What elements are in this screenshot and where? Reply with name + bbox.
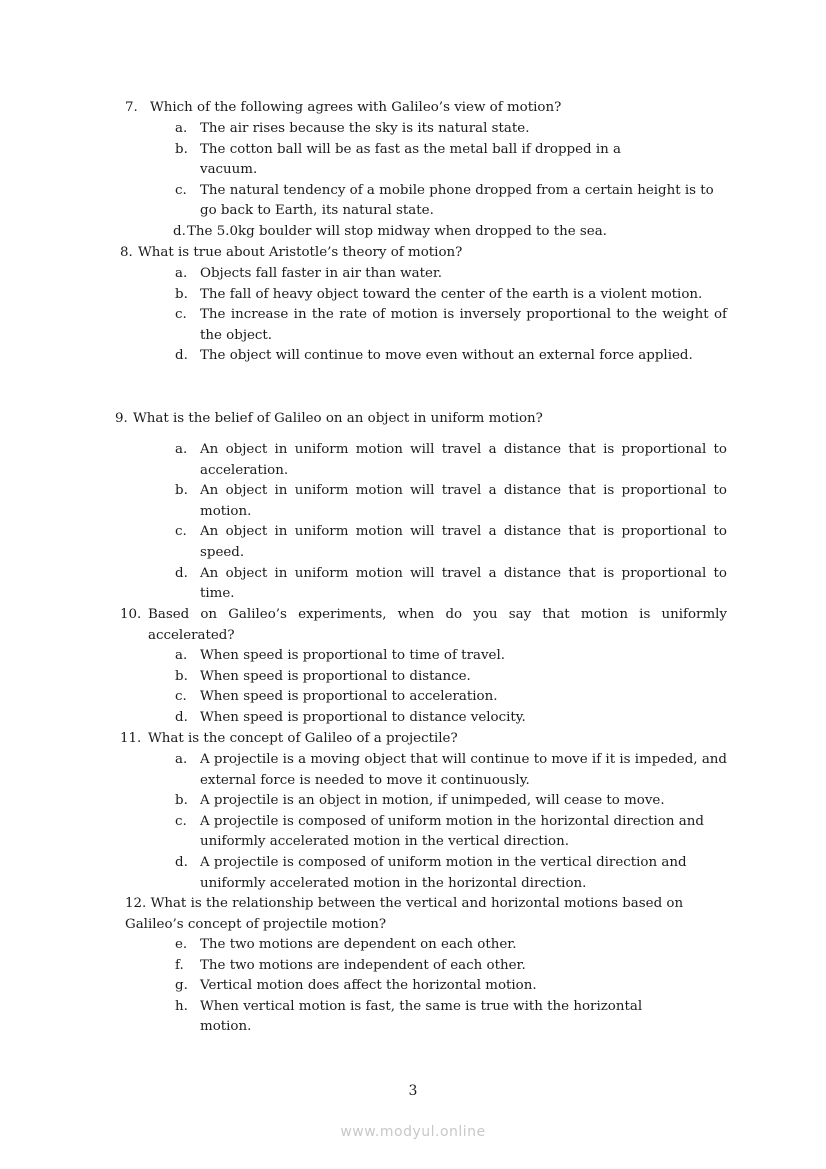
option-text: An object in uniform motion will travel a distance that is proportional to motion. — [200, 483, 727, 519]
option-text: When speed is proportional to time of travel. — [200, 648, 505, 663]
option-a — [175, 646, 727, 667]
option-letter: d. — [175, 854, 188, 870]
question-number: 11. — [120, 731, 142, 746]
option-letter: c. — [175, 689, 187, 705]
option-a — [175, 750, 727, 791]
option-a — [175, 119, 727, 140]
option-e — [175, 935, 727, 956]
question-10 — [120, 605, 727, 646]
option-text: A projectile is a moving object that will continue to move if it is impeded, and external force is needed to move it continuously. — [200, 752, 727, 788]
option-a — [175, 264, 727, 285]
question-8-options — [175, 264, 727, 367]
page-number: 3 — [408, 1083, 418, 1099]
option-b — [175, 667, 727, 688]
option-d — [175, 708, 727, 729]
option-letter: a. — [175, 442, 188, 457]
option-b — [175, 481, 727, 522]
option-b — [175, 791, 727, 812]
option-letter: c. — [175, 182, 187, 198]
option-text: A projectile is composed of uniform motion in the vertical direction and uniformly accelerated motion in the horizontal direction. — [200, 854, 687, 891]
option-g — [175, 976, 727, 997]
question-12-options — [175, 935, 727, 1038]
option-letter: a. — [175, 121, 188, 136]
question-7-options — [175, 119, 727, 243]
option-letter: d. — [175, 565, 188, 581]
option-letter: a. — [175, 752, 188, 767]
question-11-options — [175, 750, 727, 894]
option-letter: a. — [175, 266, 188, 281]
question-number: 7. — [125, 100, 138, 115]
option-text: A projectile is composed of uniform motion in the horizontal direction and uniformly accelerated motion in the vertical direction. — [200, 813, 704, 850]
watermark: www.modyul.online — [340, 1124, 486, 1140]
question-11 — [120, 729, 727, 750]
option-letter: b. — [175, 793, 188, 809]
option-f — [175, 956, 727, 977]
option-h — [175, 997, 727, 1038]
option-text: The air rises because the sky is its natural state. — [200, 121, 530, 136]
option-letter: a. — [175, 648, 188, 663]
option-text: Vertical motion does affect the horizontal motion. — [200, 978, 537, 994]
question-text: Which of the following agrees with Galileo’s view of motion? — [150, 100, 562, 115]
option-text: The cotton ball will be as fast as the metal ball if dropped in a vacuum. — [200, 141, 622, 178]
option-d — [173, 222, 727, 243]
question-number: 9. — [115, 411, 128, 426]
question-number: 8. — [120, 245, 133, 260]
question-text: What is the relationship between the vertical and horizontal motions based on Galileo’s concept of projectile motion? — [125, 896, 684, 932]
question-9 — [115, 409, 727, 430]
option-letter: e. — [175, 937, 188, 952]
option-letter: b. — [175, 668, 188, 684]
option-letter: g. — [175, 978, 188, 994]
option-letter: h. — [175, 998, 188, 1014]
option-text: When speed is proportional to distance velocity. — [200, 709, 526, 725]
question-text: What is the concept of Galileo of a projectile? — [148, 731, 458, 746]
option-text: The two motions are dependent on each other. — [200, 937, 517, 952]
option-text: The object will continue to move even without an external force applied. — [200, 348, 693, 364]
option-text: When speed is proportional to acceleration. — [200, 689, 498, 705]
option-c — [175, 305, 727, 346]
option-text: The two motions are independent of each other. — [200, 957, 526, 973]
question-number: 10. — [120, 607, 142, 622]
option-text: An object in uniform motion will travel a distance that is proportional to acceleration. — [200, 442, 727, 478]
option-text: An object in uniform motion will travel a distance that is proportional to time. — [200, 565, 727, 602]
option-text: Objects fall faster in air than water. — [200, 266, 443, 281]
option-text: An object in uniform motion will travel a distance that is proportional to speed. — [200, 524, 727, 560]
option-c — [175, 687, 727, 708]
option-letter: d. — [175, 709, 188, 725]
option-letter: b. — [175, 286, 188, 302]
option-d — [175, 564, 727, 605]
option-text: The 5.0kg boulder will stop midway when dropped to the sea. — [187, 223, 607, 239]
question-text: What is the belief of Galileo on an object in uniform motion? — [133, 411, 543, 426]
option-c — [175, 522, 727, 563]
option-letter: d. — [175, 348, 188, 364]
option-text: The natural tendency of a mobile phone dropped from a certain height is to go back to Earth, its natural state. — [200, 182, 714, 219]
option-b — [175, 285, 727, 306]
question-7 — [125, 98, 727, 119]
option-letter: b. — [175, 141, 188, 157]
question-9-options — [175, 440, 727, 605]
option-d — [175, 853, 727, 894]
option-d — [175, 346, 727, 367]
option-text: The fall of heavy object toward the center of the earth is a violent motion. — [200, 286, 703, 302]
question-10-options — [175, 646, 727, 728]
option-c — [175, 812, 727, 853]
option-letter: c. — [175, 307, 187, 323]
option-letter: d. — [173, 223, 186, 239]
option-text: A projectile is an object in motion, if unimpeded, will cease to move. — [200, 793, 665, 809]
option-letter: c. — [175, 524, 187, 540]
option-letter: f. — [175, 957, 184, 973]
option-letter: b. — [175, 483, 188, 499]
question-8 — [120, 243, 727, 264]
option-text: The increase in the rate of motion is inversely proportional to the weight of the object. — [200, 307, 727, 343]
question-12 — [125, 894, 720, 935]
option-text: When speed is proportional to distance. — [200, 668, 471, 684]
question-text: What is true about Aristotle’s theory of motion? — [138, 245, 463, 260]
option-c — [175, 181, 727, 222]
option-letter: c. — [175, 813, 187, 829]
option-text: When vertical motion is fast, the same is true with the horizontal motion. — [200, 998, 643, 1035]
question-number: 12. — [125, 896, 147, 911]
question-text: Based on Galileo’s experiments, when do you say that motion is uniformly accelerated? — [148, 607, 727, 643]
option-a — [175, 440, 727, 481]
option-b — [175, 140, 727, 181]
